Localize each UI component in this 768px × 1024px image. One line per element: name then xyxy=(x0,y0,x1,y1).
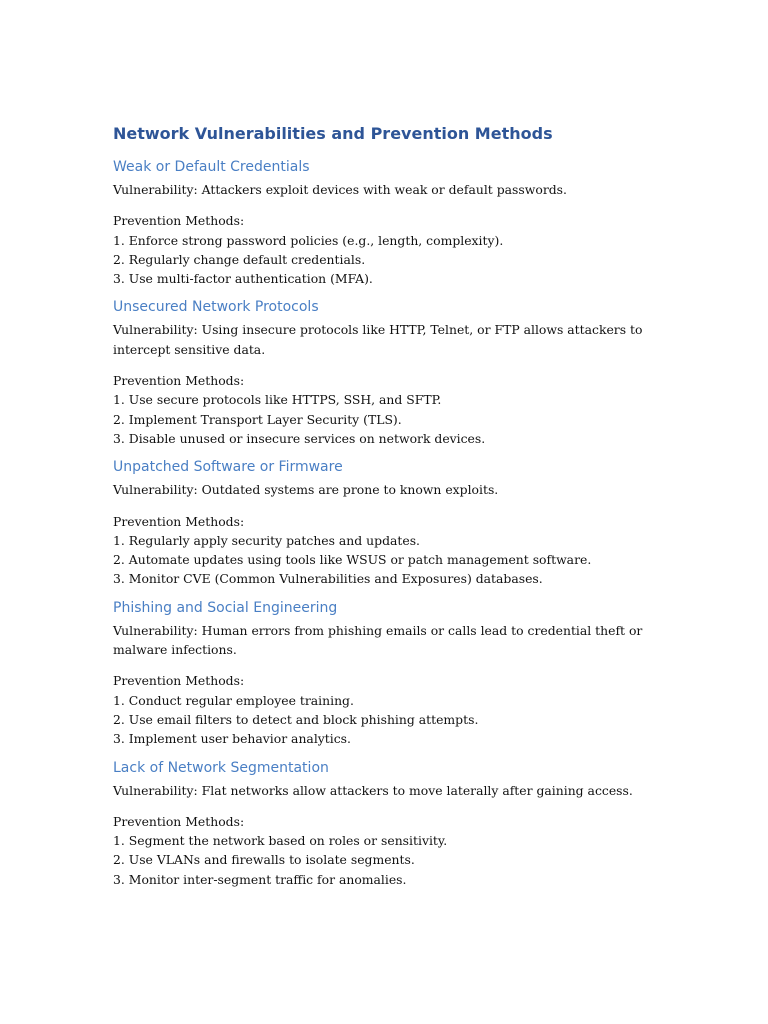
section-heading: Unsecured Network Protocols xyxy=(113,299,319,316)
vulnerability-text: Vulnerability: Outdated systems are prone to known exploits. xyxy=(113,482,499,498)
list-item: 1. Conduct regular employee training. xyxy=(113,692,354,708)
list-item: 1. Regularly apply security patches and updates. xyxy=(113,532,421,548)
section-heading: Weak or Default Credentials xyxy=(113,159,310,175)
prevention-methods xyxy=(113,211,673,288)
list-item: 1. Use secure protocols like HTTPS, SSH, and SFTP. xyxy=(113,392,442,408)
list-item: 3. Use multi-factor authentication (MFA). xyxy=(113,271,373,287)
section-phishing xyxy=(113,598,673,749)
list-item: 2. Regularly change default credentials. xyxy=(113,251,366,267)
list-item: 2. Use email filters to detect and block phishing attempts. xyxy=(113,711,479,727)
vulnerability-text: Vulnerability: Human errors from phishing emails or calls lead to credential theft or malware infections. xyxy=(113,622,643,658)
prevention-methods-label: Prevention Methods: xyxy=(113,673,245,689)
prevention-methods-label: Prevention Methods: xyxy=(113,813,245,829)
prevention-methods-label: Prevention Methods: xyxy=(113,373,245,389)
vulnerability-text: Vulnerability: Flat networks allow attackers to move laterally after gaining access. xyxy=(113,782,633,798)
section-heading: Phishing and Social Engineering xyxy=(113,599,338,616)
prevention-methods-label: Prevention Methods: xyxy=(113,513,245,529)
list-item: 2. Automate updates using tools like WSUS or patch management software. xyxy=(113,552,592,568)
list-item: 3. Monitor inter-segment traffic for anomalies. xyxy=(113,871,407,887)
section-network-segmentation xyxy=(113,758,673,889)
vulnerability-text: Vulnerability: Using insecure protocols like HTTP, Telnet, or FTP allows attackers to intercept sensitive data. xyxy=(113,322,643,357)
section-heading: Unpatched Software or Firmware xyxy=(113,459,343,476)
document-page xyxy=(113,123,673,898)
prevention-methods xyxy=(113,512,673,589)
list-item: 1. Segment the network based on roles or sensitivity. xyxy=(113,833,448,849)
prevention-methods xyxy=(113,812,673,889)
prevention-methods xyxy=(113,671,673,748)
list-item: 3. Monitor CVE (Common Vulnerabilities and Exposures) databases. xyxy=(113,571,543,587)
list-item: 3. Implement user behavior analytics. xyxy=(113,731,351,747)
section-unpatched-software xyxy=(113,457,673,588)
list-item: 2. Implement Transport Layer Security (TLS). xyxy=(113,411,402,427)
list-item: 3. Disable unused or insecure services on network devices. xyxy=(113,430,486,446)
prevention-methods-label: Prevention Methods: xyxy=(113,213,245,229)
prevention-methods xyxy=(113,371,673,448)
section-heading: Lack of Network Segmentation xyxy=(113,759,329,776)
list-item: 1. Enforce strong password policies (e.g., length, complexity). xyxy=(113,232,504,248)
document-title: Network Vulnerabilities and Prevention Methods xyxy=(113,124,553,143)
section-unsecured-protocols xyxy=(113,297,673,448)
list-item: 2. Use VLANs and firewalls to isolate segments. xyxy=(113,852,415,868)
section-weak-credentials xyxy=(113,157,673,288)
vulnerability-text: Vulnerability: Attackers exploit devices with weak or default passwords. xyxy=(113,182,567,197)
